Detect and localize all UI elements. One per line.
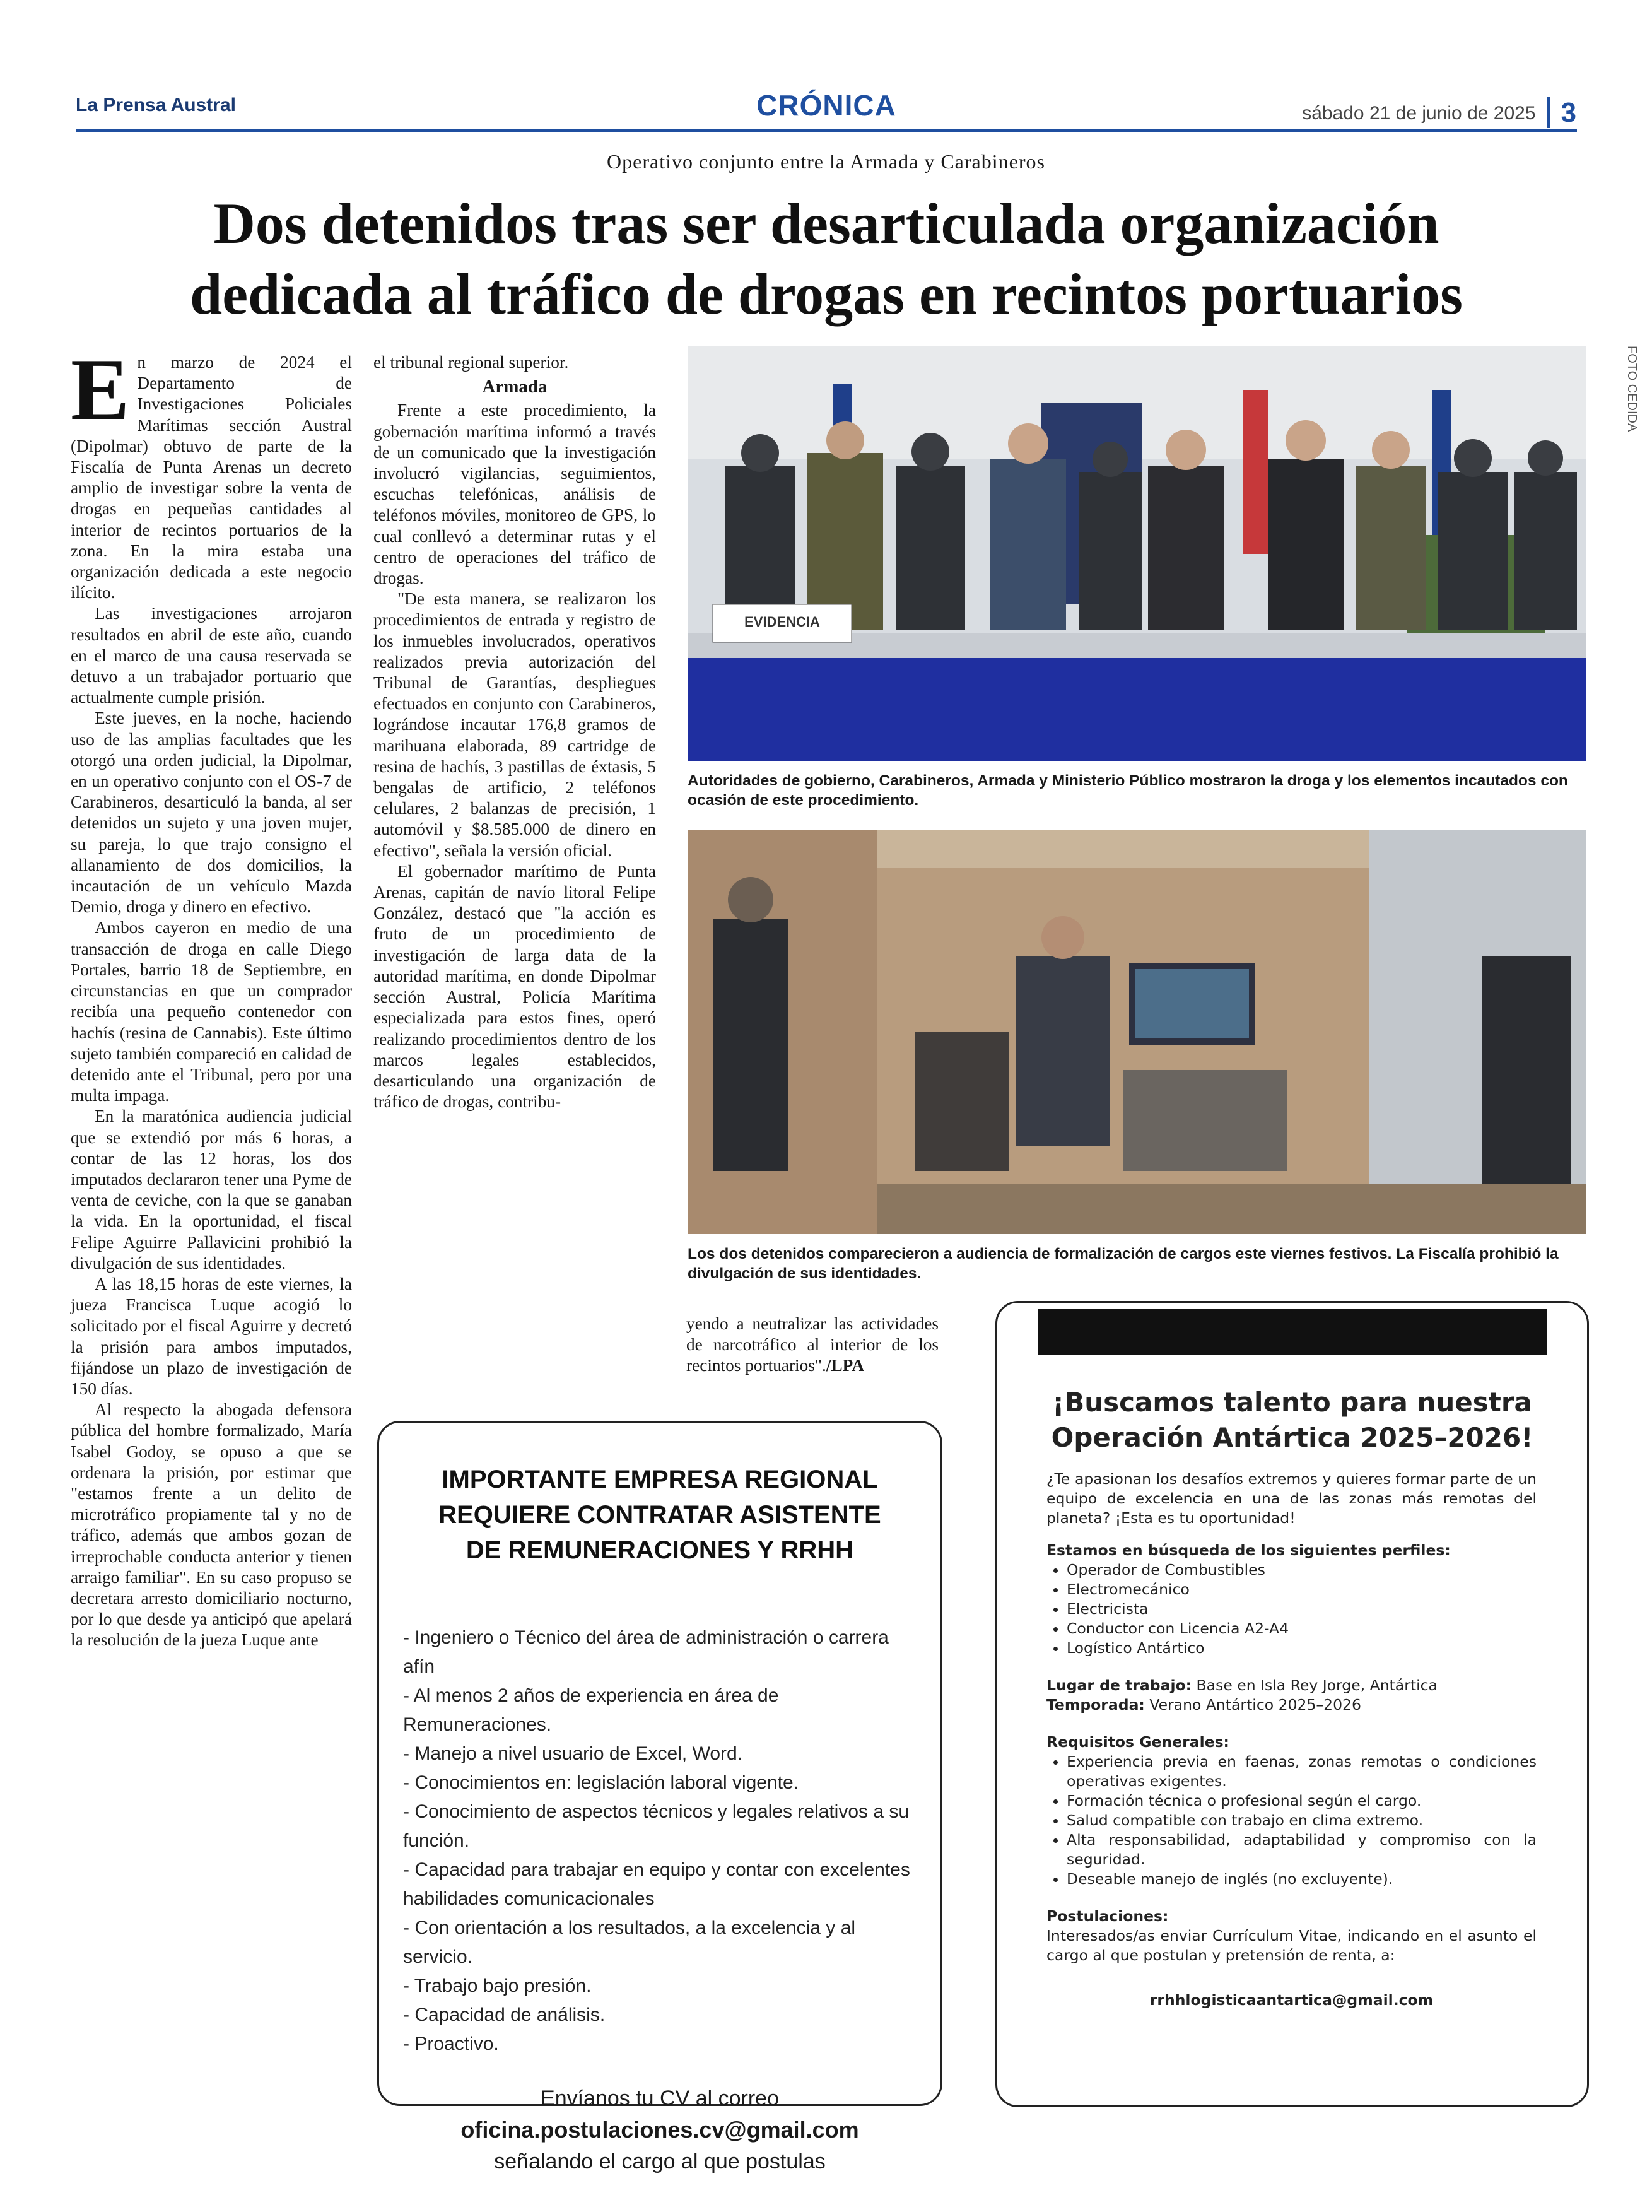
requirement-item: - Conocimientos en: legislación laboral vigente. bbox=[403, 1772, 799, 1793]
paragraph: Ambos cayeron en medio de una transacción de droga en calle Diego Portales, barrio 18 de Septiembre, en circunstancias en que un comprador recibía una pequeño contenedor con hachís (resina de Cannabis). Este último sujeto también compareció en calidad de detenido ante el Tribunal, pero por una multa impaga. bbox=[71, 918, 352, 1105]
headline-line-1: Dos detenidos tras ser desarticulada organización bbox=[213, 191, 1439, 256]
ad2-workplace-value: Base en Isla Rey Jorge, Antártica bbox=[1196, 1676, 1438, 1694]
article-column-2 bbox=[373, 352, 656, 1112]
ad2-season-value: Verano Antártico 2025–2026 bbox=[1149, 1696, 1361, 1714]
court-hearing-illustration bbox=[688, 830, 1586, 1234]
ad2-season bbox=[1046, 1695, 1537, 1715]
photo2-caption: Los dos detenidos comparecieron a audiencia de formalización de cargos este viernes festivos. La Fiscalía prohibió la divulgación de sus identidades. bbox=[688, 1245, 1559, 1282]
paragraph: Al respecto la abogada defensora pública del hombre formalizado, María Isabel Godoy, se opuso a que se ordenara la prisión, por estimar que "estamos frente a un delito de microtráfico propiamente tal y no de tráfico, además que ambos gozan de irreprochable conducta anterior y tienen arraigo familiar". En su caso propuso se decretara arresto domiciliario nocturno, por lo que desde ya anticipó que apelará la resolución de la jueza Luque ante bbox=[71, 1400, 352, 1650]
requirement-item: • Salud compatible con trabajo en clima extremo. bbox=[1067, 1811, 1537, 1830]
drop-cap: E bbox=[71, 341, 130, 438]
paragraph: n marzo de 2024 el Departamento de Investigaciones Policiales Marítimas sección Austral (Dipolmar) obtuvo de parte de la Fiscalía de Punta Arenas un decreto amplio de investigar sobre la venta de drogas en pequeñas cantidades al interior de recintos portuarios de la zona. En la mira estaba una organización dedicada a este negocio ilícito. bbox=[71, 353, 352, 603]
profile-item: • Electromecánico bbox=[1067, 1580, 1537, 1599]
ad2-requirements-label: Requisitos Generales: bbox=[1046, 1733, 1229, 1751]
section-title: CRÓNICA bbox=[756, 89, 896, 122]
requirement-item: - Conocimiento de aspectos técnicos y legales relativos a su función. bbox=[403, 1801, 910, 1851]
job-ad-antartica bbox=[995, 1301, 1589, 2107]
press-conference-illustration bbox=[688, 346, 1586, 761]
paragraph: Este jueves, en la noche, haciendo uso de las amplias facultades que les otorgó una orden judicial, la Dipolmar, en un operativo conjunto con el OS-7 de Carabineros, desarticuló la banda, al ser detenidos un sujeto y una joven mujer, su pareja, lo que trajo consigno el allanamiento de dos domicilios, la incautación de un vehículo Mazda Demio, droga y dinero en efectivo. bbox=[71, 709, 352, 917]
requirement-item: - Al menos 2 años de experiencia en área de Remuneraciones. bbox=[403, 1685, 779, 1735]
profile-item: • Conductor con Licencia A2-A4 bbox=[1067, 1619, 1537, 1638]
requirement-item: • Experiencia previa en faenas, zonas remotas o condiciones operativas exigentes. bbox=[1067, 1752, 1537, 1791]
paragraph: Las investigaciones arrojaron resultados en abril de este año, cuando en el marco de una causa reservada se detuvo a un trabajador portuario que actualmente cumple prisión. bbox=[71, 604, 352, 707]
ad2-requirements-list bbox=[1046, 1752, 1537, 1889]
paragraph: A las 18,15 horas de este viernes, la jueza Francisca Luque acogió lo solicitado por el fiscal Aguirre y decretó la prisión para ambos imputados, fijándose un plazo de investigación de 150 días. bbox=[71, 1274, 352, 1398]
ad2-title-line: Operación Antártica 2025–2026! bbox=[1051, 1422, 1533, 1453]
article-kicker: Operativo conjunto entre la Armada y Carabineros bbox=[607, 150, 1045, 173]
page-date: sábado 21 de junio de 2025 bbox=[1302, 103, 1536, 124]
photo-court-hearing bbox=[688, 830, 1586, 1234]
photo-press-conference bbox=[688, 346, 1586, 761]
paragraph: El gobernador marítimo de Punta Arenas, capitán de navío litoral Felipe González, destacó que "la acción es fruto de un procedimiento de investigación de larga data de la autoridad marítima, en donde Dipolmar sección Austral, Policía Marítima especializada para estos fines, operó realizando procedimientos dentro de los marcos legales establecidos, desarticulando una organización de tráfico de drogas, contribu- bbox=[373, 861, 656, 1112]
ad1-title-line: DE REMUNERACIONES Y RRHH bbox=[466, 1536, 854, 1564]
profile-item: • Electricista bbox=[1067, 1599, 1537, 1619]
requirement-item: - Ingeniero o Técnico del área de administración o carrera afín bbox=[403, 1627, 889, 1677]
requirement-item: - Proactivo. bbox=[403, 2033, 499, 2054]
profile-item: • Operador de Combustibles bbox=[1067, 1560, 1537, 1580]
photo-credit: FOTO CEDIDA bbox=[1625, 346, 1639, 432]
evidence-banner-text: EVIDENCIA bbox=[744, 614, 820, 630]
profile-item: • Logístico Antártico bbox=[1067, 1638, 1537, 1658]
ad2-season-label: Temporada: bbox=[1046, 1696, 1145, 1714]
paragraph: "De esta manera, se realizaron los procedimientos de entrada y registro de los inmuebles involucrados, operativos realizados previa autorización del Tribunal de Garantías, despliegues efectuados en conjunto con Carabineros, lográndose incautar 176,8 gramos de marihuana elaborada, 89 cartridge de resina de hachís, 3 pastillas de éxtasis, 5 bengalas de artificio, 2 teléfonos celulares, 2 balanzas de precisión, 1 automóvil y $8.585.000 de dinero en efectivo", señala la versión oficial. bbox=[373, 589, 656, 860]
ad2-intro: ¿Te apasionan los desafíos extremos y quieres formar parte de un equipo de excelencia en una de las zonas más remotas del planeta? ¡Esta es tu oportunidad! bbox=[1046, 1470, 1537, 1527]
article-signature: /LPA bbox=[826, 1356, 865, 1375]
photo1-caption: Autoridades de gobierno, Carabineros, Armada y Ministerio Público mostraron la droga y los elementos incautados con ocasión de este procedimiento. bbox=[688, 772, 1568, 809]
ad1-title-line: IMPORTANTE EMPRESA REGIONAL bbox=[442, 1466, 878, 1493]
headline-line-2: dedicada al tráfico de drogas en recintos portuarios bbox=[190, 262, 1463, 326]
ad2-body bbox=[1046, 1469, 1537, 2010]
ad2-email-link[interactable]: rrhhlogisticaantartica@gmail.com bbox=[1149, 1991, 1434, 2009]
ad1-requirements bbox=[403, 1623, 915, 2059]
header-rule bbox=[76, 129, 1577, 132]
ad2-workplace bbox=[1046, 1676, 1537, 1695]
requirement-item: - Capacidad para trabajar en equipo y contar con excelentes habilidades comunicacionales bbox=[403, 1859, 910, 1909]
ad1-title bbox=[379, 1462, 940, 1568]
requirement-item: - Manejo a nivel usuario de Excel, Word. bbox=[403, 1743, 743, 1764]
requirement-item: - Con orientación a los resultados, a la excelencia y al servicio. bbox=[403, 1917, 856, 1967]
ad1-footer bbox=[379, 2083, 940, 2177]
paragraph bbox=[686, 1314, 939, 1377]
ad2-title-line: ¡Buscamos talento para nuestra bbox=[1052, 1387, 1532, 1418]
ad1-title-line: REQUIERE CONTRATAR ASISTENTE bbox=[438, 1501, 881, 1529]
newspaper-name: La Prensa Austral bbox=[76, 95, 236, 115]
requirement-item: • Deseable manejo de inglés (no excluyente). bbox=[1067, 1869, 1537, 1889]
ad2-top-bar bbox=[1038, 1309, 1547, 1355]
article-column-1 bbox=[71, 341, 352, 1651]
article-column-3 bbox=[686, 1314, 939, 1377]
ad2-profiles-label: Estamos en búsqueda de los siguientes perfiles: bbox=[1046, 1541, 1451, 1559]
ad2-apply-label: Postulaciones: bbox=[1046, 1907, 1169, 1925]
paragraph: En la maratónica audiencia judicial que se extendió por más 6 horas, a contar de las 12 horas, los dos imputados declararon tener una Pyme de venta de ceviche, con la que se ganaban la vida. En la oportunidad, el fiscal Felipe Aguirre Pallavicini prohibió la divulgación de sus identidades. bbox=[71, 1107, 352, 1273]
page-date-block bbox=[1302, 95, 1576, 126]
ad1-footer-line: señalando el cargo al que postulas bbox=[494, 2150, 826, 2174]
ad2-profiles-list bbox=[1046, 1560, 1537, 1658]
article-headline bbox=[88, 188, 1564, 329]
ad1-email-link[interactable]: oficina.postulaciones.cv@gmail.com bbox=[460, 2117, 859, 2143]
requirement-item: - Trabajo bajo presión. bbox=[403, 1975, 592, 1996]
paragraph-text: yendo a neutralizar las actividades de narcotráfico al interior de los recintos portuarios". bbox=[686, 1314, 939, 1375]
requirement-item: - Capacidad de análisis. bbox=[403, 2004, 606, 2025]
requirement-item: • Alta responsabilidad, adaptabilidad y compromiso con la seguridad. bbox=[1067, 1830, 1537, 1869]
subheading: Armada bbox=[482, 377, 548, 397]
job-ad-remuneraciones bbox=[377, 1421, 942, 2174]
ad1-footer-line: Envíanos tu CV al correo bbox=[541, 2086, 779, 2110]
ad2-apply-text: Interesados/as enviar Currículum Vitae, indicando en el asunto el cargo al que postulan y pretensión de renta, a: bbox=[1046, 1927, 1537, 1964]
requirement-item: • Formación técnica o profesional según el cargo. bbox=[1067, 1791, 1537, 1811]
ad2-workplace-label: Lugar de trabajo: bbox=[1046, 1676, 1192, 1694]
ad2-title bbox=[997, 1385, 1587, 1456]
page-number: 3 bbox=[1547, 97, 1576, 128]
paragraph: Frente a este procedimiento, la gobernación marítima informó a través de un comunicado que la investigación involucró vigilancias, seguimientos, escuchas telefónicas, análisis de teléfonos móviles, monitoreo de GPS, lo cual conllevó a determinar rutas y el centro de operaciones del tráfico de drogas. bbox=[373, 401, 656, 588]
paragraph: el tribunal regional superior. bbox=[373, 353, 569, 372]
